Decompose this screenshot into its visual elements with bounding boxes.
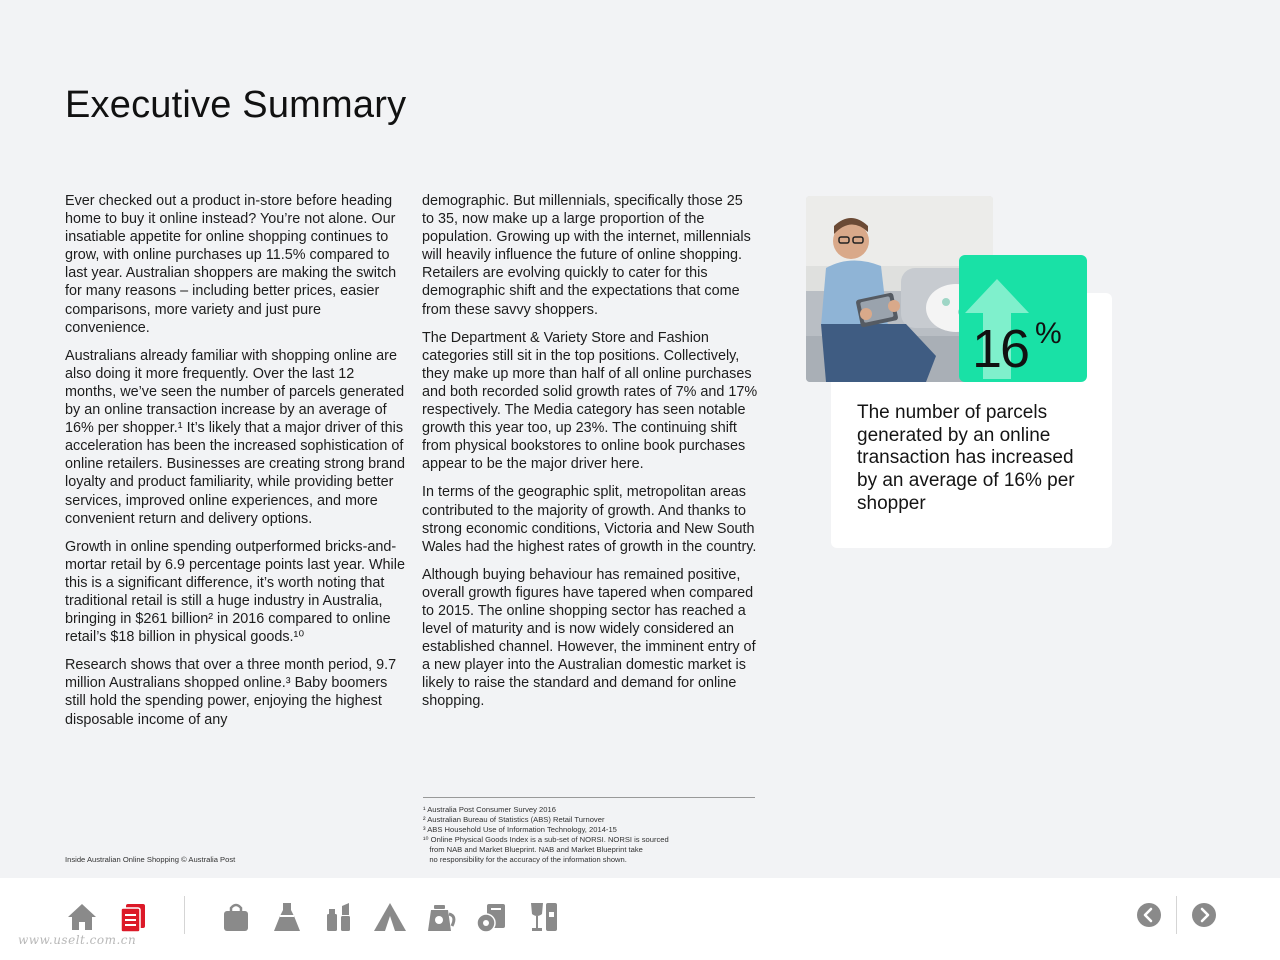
- stat-highlight: [959, 255, 1087, 382]
- toolbar-divider: [1176, 896, 1177, 934]
- shopping-bag-icon[interactable]: [219, 900, 253, 934]
- cosmetics-icon[interactable]: [322, 900, 356, 934]
- paragraph: In terms of the geographic split, metropolitan areas contributed to the majority of growth. And thanks to strong economic conditions, Victoria and New South Wales had the highest rates of growth in the country.: [422, 484, 757, 555]
- bottom-toolbar: [0, 878, 1280, 960]
- stat-caption: The number of parcels generated by an online transaction has increased by an average of 16% per shopper: [857, 402, 1075, 514]
- paragraph: Australians already familiar with shopping online are also doing it more frequently. Over the last 12 months, we’ve seen the number of parcels generated by an online transaction increase by an average of 16% per shopper.¹ It’s likely that a major driver of this acceleration has been the increased sophistication of online retailers. Businesses are creating strong brand loyalty and product familiarity, while providing better services, improved online experiences, and more convenient return and delivery options.: [65, 347, 405, 527]
- document-icon[interactable]: [117, 900, 151, 934]
- footnote: ¹⁰ Online Physical Goods Index is a sub-set of NORSI. NORSI is sourced: [423, 835, 669, 844]
- paragraph: Growth in online spending outperformed bricks-and-mortar retail by 6.9 percentage points last year. While this is a significant difference, it’s worth noting that traditional retail is still a huge industry in Australia, bringing in $261 billion² in 2016 compared to online retail’s $18 billion in physical goods.¹⁰: [65, 538, 405, 646]
- footnote: no responsibility for the accuracy of the information shown.: [423, 855, 627, 864]
- footer-credit: Inside Australian Online Shopping © Australia Post: [65, 855, 236, 864]
- chevron-left-icon: [1137, 903, 1161, 927]
- footnote: ³ ABS Household Use of Information Technology, 2014-15: [423, 825, 617, 834]
- paragraph: Although buying behaviour has remained positive, overall growth figures have tapered when compared to 2015. The online shopping sector has reached a level of maturity and is now widely considered an established channel. However, the imminent entry of a new player into the Australian domestic market is likely to raise the standard and demand for online shopping.: [422, 566, 756, 710]
- footnotes: [423, 805, 763, 865]
- stat-value: 16: [972, 319, 1029, 379]
- footnote: from NAB and Market Blueprint. NAB and Market Blueprint take: [423, 845, 643, 854]
- chevron-right-icon: [1192, 903, 1216, 927]
- text-column-2: [422, 192, 758, 721]
- stat-unit: %: [1035, 317, 1062, 350]
- text-column-1: [65, 192, 405, 739]
- paragraph: demographic. But millennials, specifically those 25 to 35, now make up a large proportion of the population. Growing up with the internet, millennials will heavily influence the future of online shopping. Retailers are evolving quickly to cater for this demographic shift and the expectations that come from these savvy shoppers.: [422, 193, 751, 318]
- paragraph: Research shows that over a three month period, 9.7 million Australians shopped online.³ Baby boomers still hold the spending power, enjoying the highest disposable income of any: [65, 657, 397, 728]
- toolbar-divider: [184, 896, 185, 934]
- previous-page-button[interactable]: [1137, 903, 1161, 927]
- media-icon[interactable]: [475, 900, 509, 934]
- food-drink-icon[interactable]: [527, 900, 561, 934]
- page-title: Executive Summary: [65, 84, 407, 126]
- footnote-divider: [423, 797, 755, 798]
- footnote: ¹ Australia Post Consumer Survey 2016: [423, 805, 556, 814]
- kettle-icon[interactable]: [424, 900, 458, 934]
- watermark: www.uselt.com.cn: [18, 933, 137, 947]
- home-icon[interactable]: [65, 900, 99, 934]
- paragraph: The Department & Variety Store and Fashion categories still sit in the top positions. Collectively, they make up more than half of all online purchases and both recorded solid growth rates of 7% and 17% respectively. The Media category has seen notable growth this year too, up 23%. The continuing shift from physical bookstores to online book purchases appear to be the major driver here.: [422, 329, 758, 473]
- dress-icon[interactable]: [270, 900, 304, 934]
- paragraph: Ever checked out a product in-store before heading home to buy it online instead? You’re not alone. Our insatiable appetite for online shopping continues to grow, with online purchases up 11.5% compared to last year. Australian shoppers are making the switch for many reasons – including better prices, easier comparisons, more variety and just pure convenience.: [65, 193, 397, 336]
- tent-icon[interactable]: [373, 900, 407, 934]
- next-page-button[interactable]: [1192, 903, 1216, 927]
- footnote: ² Australian Bureau of Statistics (ABS) Retail Turnover: [423, 815, 605, 824]
